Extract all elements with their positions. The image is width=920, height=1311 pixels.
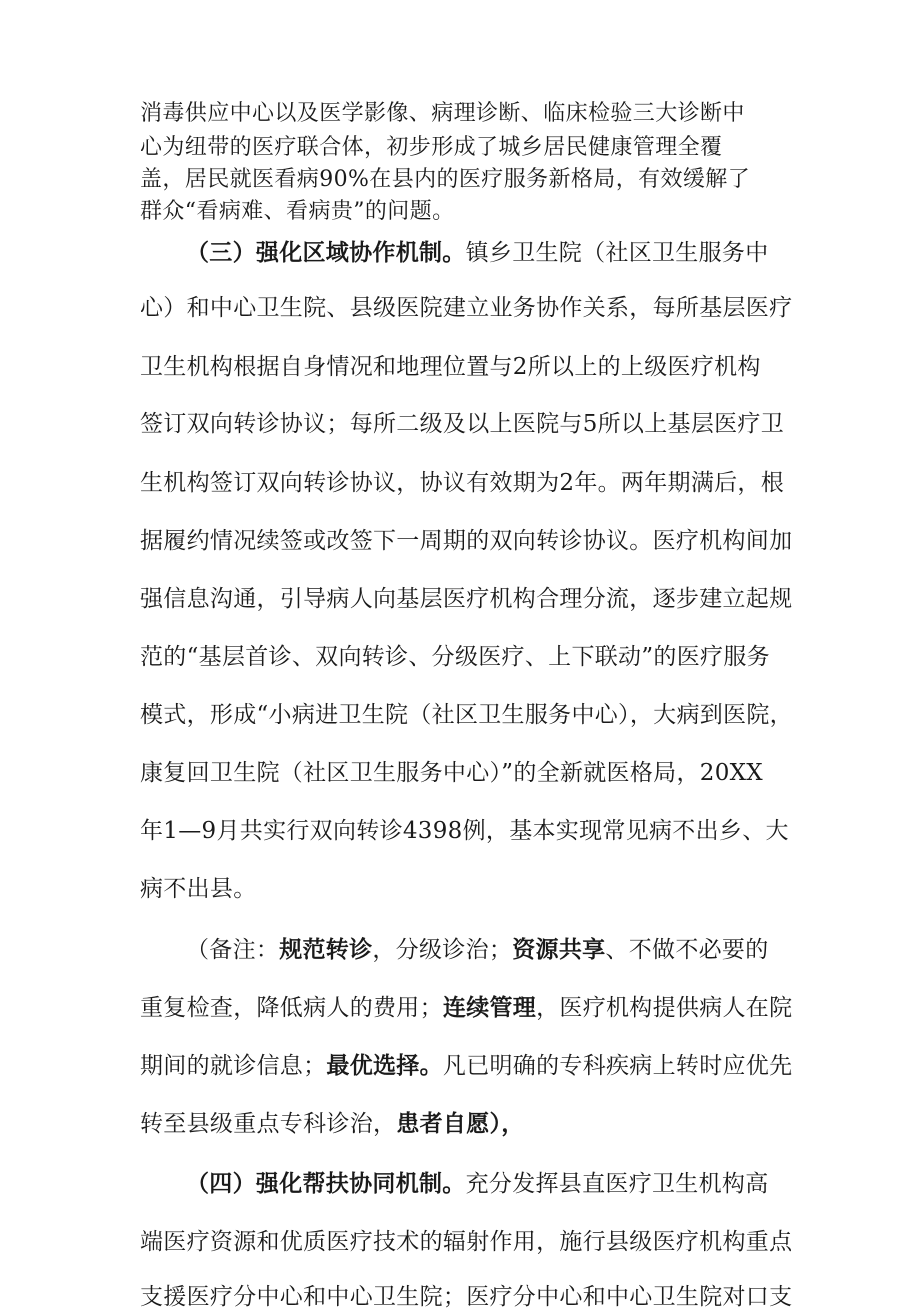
section3-line: 生机构签订双向转诊协议，协议有效期为2年。两年期满后，根	[140, 470, 785, 496]
section3-line: 强信息沟通，引导病人向基层医疗机构合理分流，逐步建立起规	[140, 586, 793, 612]
section4-first-line	[186, 1170, 769, 1198]
note-text: 重复检查，降低病人的费用；	[140, 995, 443, 1021]
section3-line: 模式，形成“小病进卫生院（社区卫生服务中心），大病到医院，	[140, 702, 793, 728]
section4-heading: （四）强化帮扶协同机制。	[186, 1170, 466, 1197]
note-text: 期间的就诊信息；	[140, 1053, 327, 1079]
intro-line-2: 心为纽带的医疗联合体，初步形成了城乡居民健康管理全覆	[140, 135, 723, 160]
note-text: ，医疗机构提供病人在院	[536, 995, 793, 1021]
section3-first-line-text: 镇乡卫生院（社区卫生服务中	[465, 240, 769, 266]
note-emphasis: 规范转诊	[279, 936, 373, 963]
section3-line: 康复回卫生院（社区卫生服务中心）”的全新就医格局，20XX	[140, 760, 763, 786]
intro-line-3: 盖，居民就医看病90%在县内的医疗服务新格局，有效缓解了	[140, 167, 751, 192]
section3-line: 签订双向转诊协议；每所二级及以上医院与5所以上基层医疗卫	[140, 411, 785, 437]
intro-line-1: 消毒供应中心以及医学影像、病理诊断、临床检验三大诊断中	[140, 101, 745, 126]
note-line-4	[140, 1110, 525, 1138]
section3-line: 卫生机构根据自身情况和地理位置与2所以上的上级医疗机构	[140, 354, 761, 380]
note-emphasis: 患者自愿），	[396, 1110, 525, 1137]
note-emphasis: 最优选择。	[326, 1052, 443, 1079]
section3-line: 据履约情况续签或改签下一周期的双向转诊协议。医疗机构间加	[140, 528, 793, 554]
note-text: （备注：	[186, 937, 280, 963]
section3-heading: （三）强化区域协作机制。	[186, 239, 466, 266]
intro-line-4: 群众“看病难、看病贵”的问题。	[140, 199, 455, 224]
note-line-1	[186, 936, 769, 964]
section3-line: 年1—9月共实行双向转诊4398例，基本实现常见病不出乡、大	[140, 818, 789, 844]
note-emphasis: 资源共享	[512, 936, 606, 963]
note-line-3	[140, 1052, 792, 1080]
note-text: ，分级诊治；	[372, 937, 513, 963]
section3-first-line	[186, 239, 769, 267]
note-text: 、不做不必要的	[605, 937, 769, 963]
section3-line: 范的“基层首诊、双向转诊、分级医疗、上下联动”的医疗服务	[140, 644, 770, 670]
section4-first-line-text: 充分发挥县直医疗卫生机构高	[465, 1171, 769, 1197]
note-line-2	[140, 994, 792, 1022]
section4-line: 支援医疗分中心和中心卫生院；医疗分中心和中心卫生院对口支	[140, 1284, 793, 1310]
section3-line: 病不出县。	[140, 876, 257, 902]
section4-line: 端医疗资源和优质医疗技术的辐射作用，施行县级医疗机构重点	[140, 1229, 793, 1255]
note-text: 凡已明确的专科疾病上转时应优先	[442, 1053, 793, 1079]
note-emphasis: 连续管理	[442, 994, 537, 1021]
section3-line: 心）和中心卫生院、县级医院建立业务协作关系，每所基层医疗	[140, 295, 793, 321]
note-text: 转至县级重点专科诊治，	[140, 1111, 397, 1137]
